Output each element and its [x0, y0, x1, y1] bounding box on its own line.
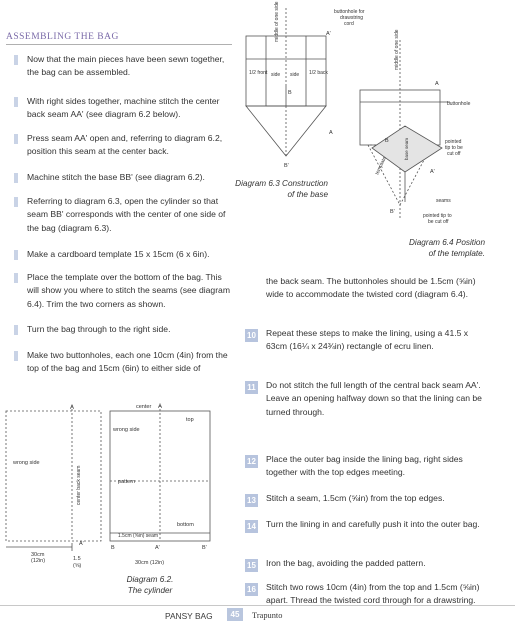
label-a-prime: A'	[430, 169, 435, 175]
diagram-6-3-caption-1: Diagram 6.3 Construction	[235, 179, 328, 188]
label-pointed-1: pointed	[445, 139, 462, 145]
label-top: top	[186, 417, 194, 423]
label-pointed-b-1: pointed tip to	[423, 213, 452, 219]
step-5: Referring to diagram 6.3, open the cylinder so that seam BB' corresponds with the center of one side of the bag (diagram 6.3).	[27, 196, 226, 233]
title-rule	[6, 44, 232, 45]
step-marker	[14, 134, 18, 144]
label-a: A	[70, 405, 75, 411]
diagram-6-3-caption-2: of the base	[287, 190, 328, 199]
label-a-prime: A'	[326, 31, 331, 37]
label-bottom: bottom	[177, 522, 194, 528]
label-b-prime: B'	[390, 209, 395, 215]
step-13: Stitch a seam, 1.5cm (⅝in) from the top edges.	[266, 493, 445, 503]
step-8: Turn the bag through to the right side.	[27, 324, 171, 334]
label-base-seam: base seam	[404, 137, 409, 160]
label-seams: seams	[436, 198, 451, 204]
step-12: Place the outer bag inside the lining bag, right sides together with the top edges meeting.	[266, 454, 463, 478]
label-center: center	[136, 404, 152, 410]
step-3: Press seam AA' open and, referring to diagram 6.2, position this seam at the center back.	[27, 133, 223, 157]
step-16: Stitch two rows 10cm (4in) from the top and 1.5cm (⅝in) apart. Thread the twisted cord through for a drawstring.	[266, 582, 480, 606]
step-10: Repeat these steps to make the lining, using a 41.5 x 63cm (16¼ x 24¾in) rectangle of ecru linen.	[266, 328, 469, 352]
label-half-front: 1/2 front	[249, 70, 268, 76]
step-number: 13	[245, 494, 258, 507]
label-middle-of-one-side: middle of one side	[394, 29, 400, 70]
label-half-back: 1/2 back	[309, 70, 328, 76]
label-buttonhole-3: cord	[344, 21, 354, 27]
label-pointed-b-2: be cut off	[428, 219, 449, 225]
diagram-6-4-caption-1: Diagram 6.4 Position	[409, 238, 485, 247]
footer-section: Trapunto	[252, 611, 283, 620]
step-2: With right sides together, machine stitch the center back seam AA' (see diagram 6.2 below).	[27, 96, 220, 120]
diagram-6-2	[0, 395, 230, 585]
step-marker	[14, 55, 18, 65]
label-b-prime: B'	[284, 163, 289, 169]
label-b: B	[111, 545, 115, 551]
label-wrong-side: wrong side	[113, 427, 140, 433]
step-number: 10	[245, 329, 258, 342]
label-middle-of-one-side: middle of one side	[274, 1, 280, 42]
step-marker	[14, 97, 18, 107]
diagram-6-3	[240, 1, 365, 179]
step-1: Now that the main pieces have been sewn together, the bag can be assembled.	[27, 54, 225, 78]
step-6: Make a cardboard template 15 x 15cm (6 x 6in).	[27, 249, 210, 259]
label-a-prime: A'	[79, 541, 84, 547]
step-7: Place the template over the bottom of the bag. This will show you where to stitch the seams (see diagram 6.4). Trim the two corners as shown.	[27, 272, 230, 309]
label-a: A	[329, 130, 333, 136]
step-15: Iron the bag, avoiding the padded pattern.	[266, 558, 426, 568]
step-14: Turn the lining in and carefully push it into the outer bag.	[266, 519, 480, 529]
step-number: 12	[245, 455, 258, 468]
label-dim-15: 1.5	[73, 556, 81, 562]
step-9: Make two buttonholes, each one 10cm (4in) from the top of the bag and 15cm (6in) to either side of	[27, 350, 228, 374]
label-a: A	[158, 404, 163, 410]
label-b: B	[288, 90, 292, 96]
label-dim-58: (⅝)	[73, 563, 82, 569]
label-template: template	[374, 155, 388, 176]
step-marker	[14, 197, 18, 207]
label-pattern: pattern	[118, 479, 136, 485]
step-marker	[14, 325, 18, 335]
diagram-6-4	[350, 30, 510, 230]
label-dim-30cm-12in: 30cm (12in)	[135, 560, 165, 566]
label-pointed-2: tip to be	[445, 145, 463, 151]
label-buttonhole: buttonhole	[447, 101, 471, 107]
label-wrong-side: wrong side	[13, 460, 40, 466]
diagram-6-2-caption-1: Diagram 6.2.	[126, 575, 174, 584]
label-b: B	[385, 138, 389, 144]
step-9-continued: the back seam. The buttonholes should be 1.5cm (⅝in) wide to accommodate the twisted cord (diagram 6.4).	[266, 276, 476, 300]
label-b-prime: B'	[202, 545, 207, 551]
label-center-back-seam: center back seam	[76, 465, 82, 505]
step-marker	[14, 273, 18, 283]
label-buttonhole-2: drawstring	[340, 15, 364, 21]
step-marker	[14, 173, 18, 183]
page-number: 45	[227, 608, 243, 621]
step-number: 11	[245, 381, 258, 394]
label-seam-note: 1.5cm (⅝in) seam	[118, 533, 159, 539]
label-a-prime: A'	[155, 545, 160, 551]
footer-rule	[0, 605, 515, 606]
step-number: 14	[245, 520, 258, 533]
section-title: ASSEMBLING THE BAG	[6, 32, 119, 42]
label-buttonhole-1: buttonhole for	[334, 9, 365, 15]
step-marker	[14, 351, 18, 361]
diagram-6-2-caption-2: The cylinder	[127, 586, 173, 595]
footer-title: PANSY BAG	[165, 611, 213, 621]
step-number: 16	[245, 583, 258, 596]
step-11: Do not stitch the full length of the central back seam AA'. Leave an opening halfway down so that the lining can be turned through.	[266, 380, 482, 417]
step-marker	[14, 250, 18, 260]
step-number: 15	[245, 559, 258, 572]
label-side: side	[290, 72, 300, 78]
label-dim-12in: (12in)	[31, 558, 46, 564]
diagram-6-4-caption-2: of the template.	[428, 249, 485, 258]
label-side: side	[271, 72, 281, 78]
step-4: Machine stitch the base BB' (see diagram 6.2).	[27, 172, 205, 182]
label-pointed-3: cut off	[447, 151, 461, 157]
label-a: A	[435, 81, 439, 87]
label-dim-30cm: 30cm	[31, 552, 45, 558]
